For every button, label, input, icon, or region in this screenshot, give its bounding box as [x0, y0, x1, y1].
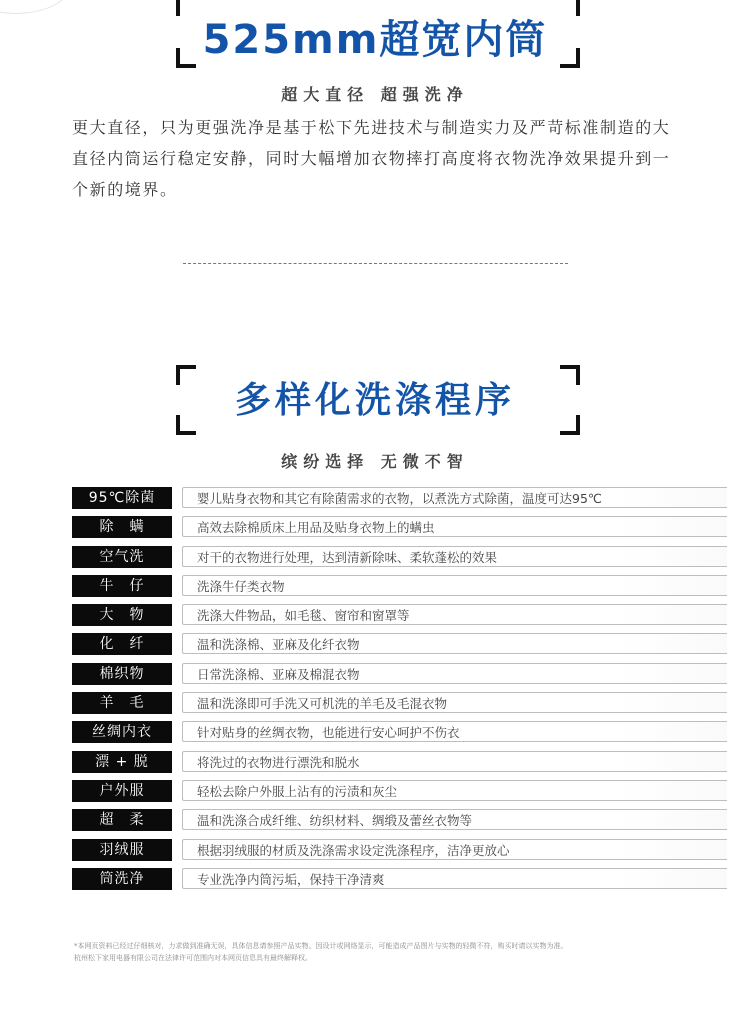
program-row [72, 545, 682, 574]
program-label: 牛 仔 [72, 575, 172, 597]
program-label: 化 纤 [72, 633, 172, 655]
program-row [72, 720, 682, 749]
program-row [72, 574, 682, 603]
program-label: 除 螨 [72, 516, 172, 538]
disclaimer-line: *本网页资料已经过仔细核对，力求做到准确无误，具体信息请参照产品实物。因设计或网络显示，可能造成产品图片与实物的轻微不符，购买时请以实物为准。 [74, 942, 568, 950]
program-description: 洗涤牛仔类衣物 [182, 575, 727, 596]
program-label: 羊 毛 [72, 692, 172, 714]
program-list [72, 486, 682, 896]
program-label: 户外服 [72, 780, 172, 802]
program-label: 超 柔 [72, 809, 172, 831]
program-row [72, 838, 682, 867]
program-row [72, 779, 682, 808]
section-subtitle-drum: 超大直径 超强洗净 [281, 85, 469, 104]
program-label: 丝绸内衣 [72, 721, 172, 743]
program-label: 大 物 [72, 604, 172, 626]
program-description: 将洗过的衣物进行漂洗和脱水 [182, 751, 727, 772]
program-description: 针对贴身的丝绸衣物，也能进行安心呵护不伤衣 [182, 721, 727, 742]
program-row [72, 515, 682, 544]
drum-description: 更大直径，只为更强洗净是基于松下先进技术与制造实力及严苛标准制造的大直径内筒运行稳定安静，同时大幅增加衣物摔打高度将衣物洗净效果提升到一个新的境界。 [72, 118, 671, 199]
section-title-drum: 525mm超宽内筒 [202, 17, 548, 63]
program-description: 洗涤大件物品，如毛毯、窗帘和窗罩等 [182, 604, 727, 625]
program-description: 温和洗涤即可手洗又可机洗的羊毛及毛混衣物 [182, 692, 727, 713]
program-label: 空气洗 [72, 546, 172, 568]
program-row [72, 486, 682, 515]
program-row [72, 750, 682, 779]
program-description: 日常洗涤棉、亚麻及棉混衣物 [182, 663, 727, 684]
program-label: 95℃除菌 [72, 487, 172, 509]
program-row [72, 867, 682, 896]
section-subtitle-programs: 缤纷选择 无微不智 [281, 452, 469, 471]
program-label: 棉织物 [72, 663, 172, 685]
program-row [72, 691, 682, 720]
program-row [72, 662, 682, 691]
program-label: 漂 + 脱 [72, 751, 172, 773]
program-label: 筒洗净 [72, 868, 172, 890]
dashed-divider [183, 263, 568, 264]
program-description: 根据羽绒服的材质及洗涤需求设定洗涤程序，洁净更放心 [182, 839, 727, 860]
section-title-programs: 多样化洗涤程序 [234, 380, 515, 421]
program-description: 对干的衣物进行处理，达到清新除味、柔软蓬松的效果 [182, 546, 727, 567]
program-description: 婴儿贴身衣物和其它有除菌需求的衣物，以煮洗方式除菌，温度可达95℃ [182, 487, 727, 508]
program-row [72, 632, 682, 661]
program-description: 温和洗涤合成纤维、纺织材料、绸缎及蕾丝衣物等 [182, 809, 727, 830]
program-description: 高效去除棉质床上用品及贴身衣物上的螨虫 [182, 516, 727, 537]
program-description: 温和洗涤棉、亚麻及化纤衣物 [182, 633, 727, 654]
disclaimer-line: 杭州松下家用电器有限公司在法律许可范围内对本网页信息具有最终解释权。 [74, 954, 312, 962]
program-description: 专业洗净内筒污垢，保持干净清爽 [182, 868, 727, 889]
program-row [72, 808, 682, 837]
program-label: 羽绒服 [72, 839, 172, 861]
program-row [72, 603, 682, 632]
program-description: 轻松去除户外服上沾有的污渍和灰尘 [182, 780, 727, 801]
disclaimer-footnote [74, 940, 694, 964]
